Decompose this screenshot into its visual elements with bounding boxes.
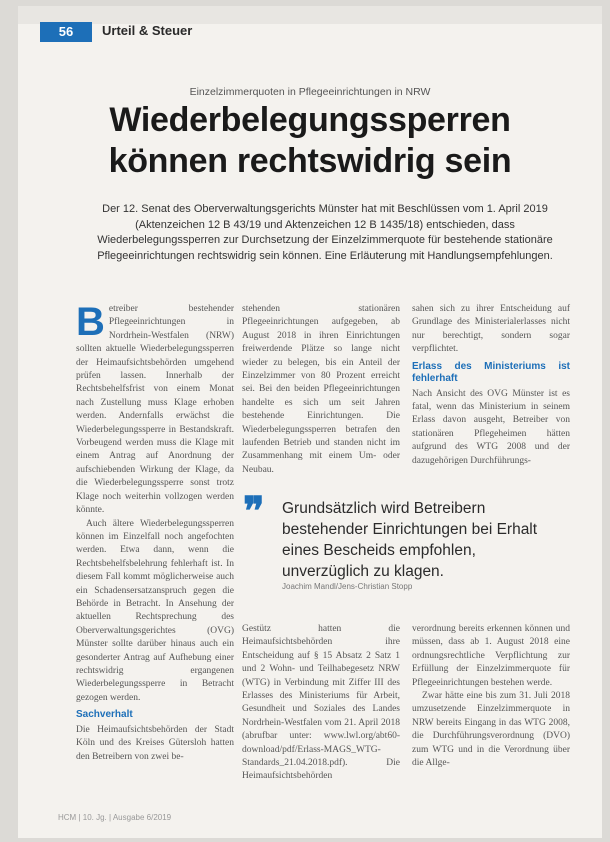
paragraph: Gestütz hatten die Heimaufsichtsbehörden ihre Entscheidung auf § 15 Absatz 2 Satz 1 und 2 Wohn- und Teilhabegesetz NRW (WTG) in Verbindung mit Ziffer III des Erlasses des Ministeriums für Arbeit, Gesundheit und Soziales des Landes Nordrhein-Westfalen vom 21. April 2018 (abrufbar unter: www.lwl.org/abt60-download/pdf/Erlass-MAGS_WTG-Standards_21.04.2018.pdf). Die Heimaufsichtsbehörden <box>242 624 400 782</box>
pull-quote: Grundsätzlich wird Betreibern bestehender Einrichtungen bei Erhalt eines Bescheids empfohlen, unverzüglich zu klagen. <box>282 500 538 580</box>
article-headline <box>18 100 602 182</box>
paragraph: Auch ältere Wiederbelegungssperren können im Einzelfall noch angefochten werden. Etwa dann, wenn die Rechtsbehelfsbelehrung fehlerhaft ist. In diesem Fall kommt möglicherweise auch ein Schadensersatzanspruch gegen die Behörde in Betracht. In Ansehung der aktuellen Rechtsprechung des Oberverwaltungsgerichtes (OVG) Münster sollte darüber hinaus auch ein gesonderter Antrag auf Aufhebung einer rechtswidrig ergangenen Wiederbelegungssperre in Betracht gezogen werden. <box>76 518 234 703</box>
paragraph-text: etreiber bestehender Pflegeeinrichtungen in Nordrhein-Westfalen (NRW) sollten aktuelle Wiederbelegungssperren der Heimaufsichtsbehörden umgehend prüfen lassen. Innerhalb der Rechtsbehelfsfrist von einem Monat nach Zustellung muss Klage erhoben werden. Andernfalls erwächst die Wiederbelegungssperre in Bestandskraft. Vorbeugend werden muss die Klage mit einem Antrag auf Anordnung der aufschiebenden Wirkung der Klage, da die Wiederbelegungssperre sonst trotz Klage noch weiterhin vollzogen werden könnte. <box>76 304 234 516</box>
page-number-badge: 56 <box>40 22 92 42</box>
paragraph: verordnung bereits erkennen können und müssen, dass ab 1. August 2018 eine ordnungsrechtliche Verpflichtung zur Erfüllung der Einzelzimmerquote für Pflegeeinrichtungen bestehen werde. <box>412 624 570 688</box>
drop-cap: B <box>76 300 105 344</box>
magazine-page <box>18 6 602 838</box>
paragraph: sahen sich zu ihrer Entscheidung auf Grundlage des Ministerialerlasses nicht nur berechtigt, sondern sogar verpflichtet. <box>412 304 570 355</box>
quote-author: Joachim Mandl/Jens-Christian Stopp <box>282 582 413 591</box>
top-band <box>18 6 602 24</box>
body-column-1 <box>76 300 234 771</box>
headline-line-1: Wiederbelegungssperren <box>109 101 511 139</box>
section-title: Urteil & Steuer <box>102 23 193 38</box>
article-lead: Der 12. Senat des Oberverwaltungsgerichts Münster hat mit Beschlüssen vom 1. April 2019 (Aktenzeichen 12 B 43/19 und Aktenzeichen 12 B 1435/18) entschieden, dass Wiederbelegungssperren zur Durchsetzung der Einzelzimmerquote für bestehende stationäre Pflegeeinrichtungen rechtswidrig sein können. Eine Erläuterung mit Handlungsempfehlungen. <box>97 203 553 262</box>
paragraph: Zwar hätte eine bis zum 31. Juli 2018 umzusetzende Einzelzimmerquote in NRW bereits Eingang in das WTG 2008, die Durchführungsverordnung (DVO) zum WTG und in die Verordnung über die Allge- <box>412 691 570 769</box>
paragraph: stehenden stationären Pflegeeinrichtungen aufgegeben, ab August 2018 in ihren Einrichtungen freiwerdende Plätze so lange nicht wieder zu belegen, bis ein Anteil der Einzelzimmer von 80 Prozent erreicht sei. Bei den beiden Pflegeeinrichtungen handelte es sich um seit Jahren bestehende Einrichtungen. Die Wiederbelegungssperren betrafen den laufenden Betrieb und standen nicht im Zusammenhang mit einem Um- oder Neubau. <box>242 304 400 475</box>
body-column-2-lower <box>242 623 400 782</box>
body-column-2 <box>242 303 400 483</box>
paragraph: Nach Ansicht des OVG Münster ist es fatal, wenn das Ministerium in seinem Erlass davon ausgeht, Betreiber von stationären Pflegeheimen hätten aufgrund des WTG 2008 und der dazugehörigen Durchführungs- <box>412 388 570 466</box>
body-column-3 <box>412 303 570 483</box>
headline-line-2: können rechtswidrig sein <box>108 142 512 180</box>
subheading-erlass: Erlass des Ministeriums ist fehlerhaft <box>412 360 570 385</box>
body-column-3-lower <box>412 623 570 773</box>
quote-mark-icon: ❞ <box>243 489 265 534</box>
page-footer: HCM | 10. Jg. | Ausgabe 6/2019 <box>58 813 172 822</box>
subheading-sachverhalt: Sachverhalt <box>76 709 133 721</box>
article-kicker: Einzelzimmerquoten in Pflegeeinrichtungen in NRW <box>189 86 431 98</box>
paragraph: Die Heimaufsichtsbehörden der Stadt Köln und des Kreises Gütersloh hatten den Betreibern von zwei be- <box>76 724 234 762</box>
paragraph <box>76 300 234 518</box>
